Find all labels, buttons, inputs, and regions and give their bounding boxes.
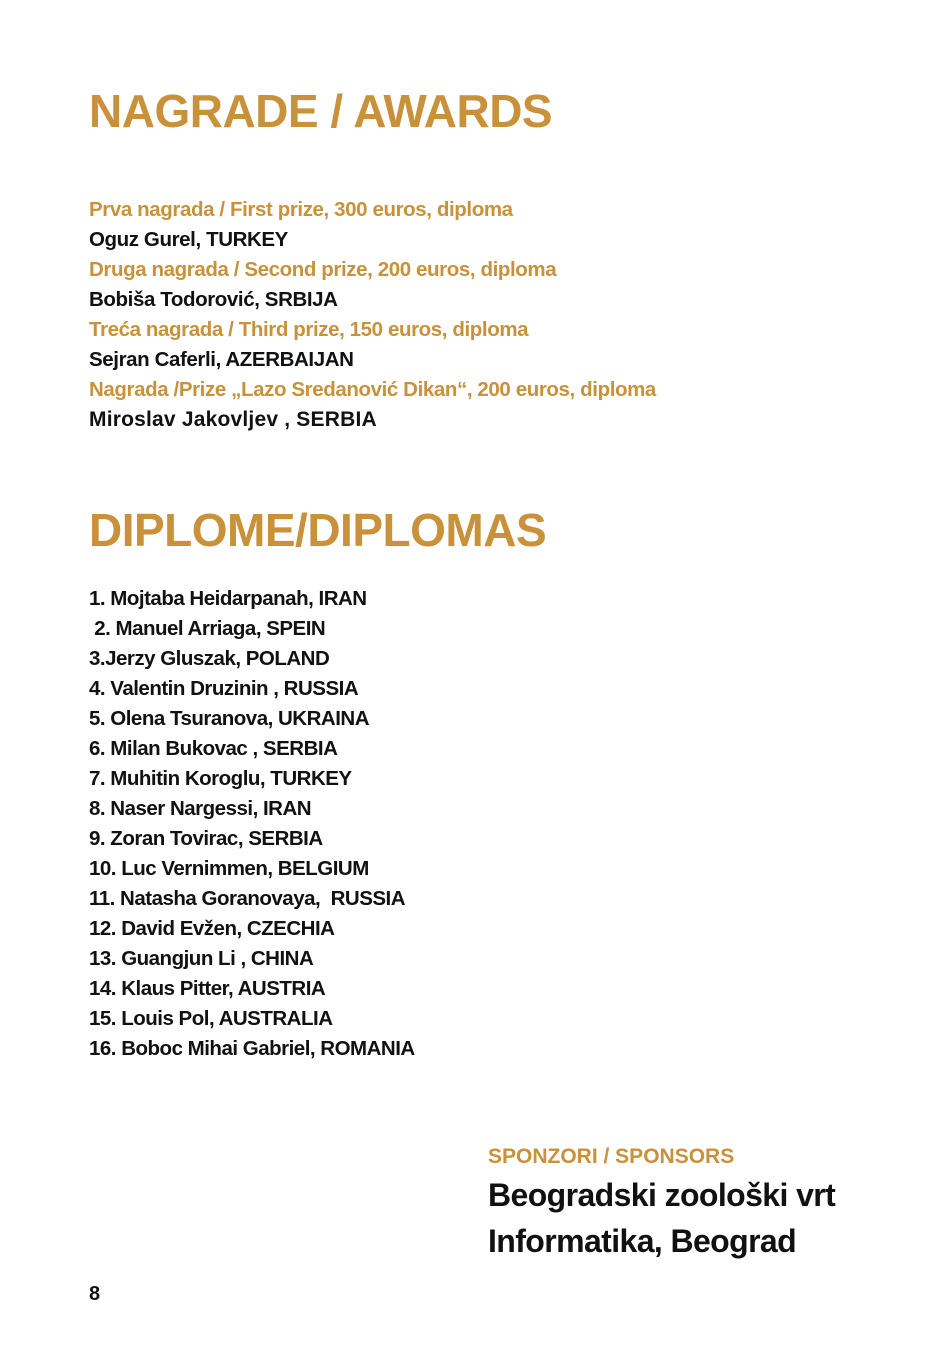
diploma-item: 5. Olena Tsuranova, UKRAINA: [89, 707, 370, 730]
diploma-item: 7. Muhitin Koroglu, TURKEY: [89, 767, 352, 790]
diploma-item: 3.Jerzy Gluszak, POLAND: [89, 647, 330, 670]
diploma-item: 10. Luc Vernimmen, BELGIUM: [89, 857, 369, 880]
award-prize-3: Treća nagrada / Third prize, 150 euros, diploma: [89, 318, 529, 341]
diploma-item: 6. Milan Bukovac , SERBIA: [89, 737, 338, 760]
award-winner-4: Miroslav Jakovljev , SERBIA: [89, 408, 377, 431]
diploma-item: 4. Valentin Druzinin , RUSSIA: [89, 677, 359, 700]
sponsor-name: Informatika, Beograd: [488, 1223, 797, 1259]
diploma-item: 11. Natasha Goranovaya, RUSSIA: [89, 887, 406, 910]
award-winner-1: Oguz Gurel, TURKEY: [89, 228, 288, 251]
diploma-item: 2. Manuel Arriaga, SPEIN: [89, 617, 326, 640]
page-number: 8: [89, 1283, 101, 1305]
diplomas-heading: DIPLOME/DIPLOMAS: [89, 504, 547, 556]
sponsors-label: SPONZORI / SPONSORS: [488, 1145, 735, 1168]
diploma-item: 1. Mojtaba Heidarpanah, IRAN: [89, 587, 367, 610]
diploma-item: 8. Naser Nargessi, IRAN: [89, 797, 312, 820]
diploma-item: 13. Guangjun Li , CHINA: [89, 947, 314, 970]
award-prize-2: Druga nagrada / Second prize, 200 euros, diploma: [89, 258, 557, 281]
award-winner-3: Sejran Caferli, AZERBAIJAN: [89, 348, 354, 371]
diploma-item: 16. Boboc Mihai Gabriel, ROMANIA: [89, 1037, 415, 1060]
award-winner-2: Bobiša Todorović, SRBIJA: [89, 288, 338, 311]
awards-heading: NAGRADE / AWARDS: [89, 85, 553, 137]
award-prize-1: Prva nagrada / First prize, 300 euros, diploma: [89, 198, 513, 221]
award-prize-4: Nagrada /Prize „Lazo Sredanović Dikan“, 200 euros, diploma: [89, 378, 656, 401]
sponsor-name: Beogradski zoološki vrt: [488, 1177, 836, 1213]
diploma-item: 9. Zoran Tovirac, SERBIA: [89, 827, 323, 850]
awards-list: [89, 195, 889, 435]
diploma-item: 15. Louis Pol, AUSTRALIA: [89, 1007, 333, 1030]
sponsors-block: [488, 1142, 928, 1264]
diplomas-list: [89, 584, 689, 1064]
diploma-item: 14. Klaus Pitter, AUSTRIA: [89, 977, 326, 1000]
diploma-item: 12. David Evžen, CZECHIA: [89, 917, 335, 940]
